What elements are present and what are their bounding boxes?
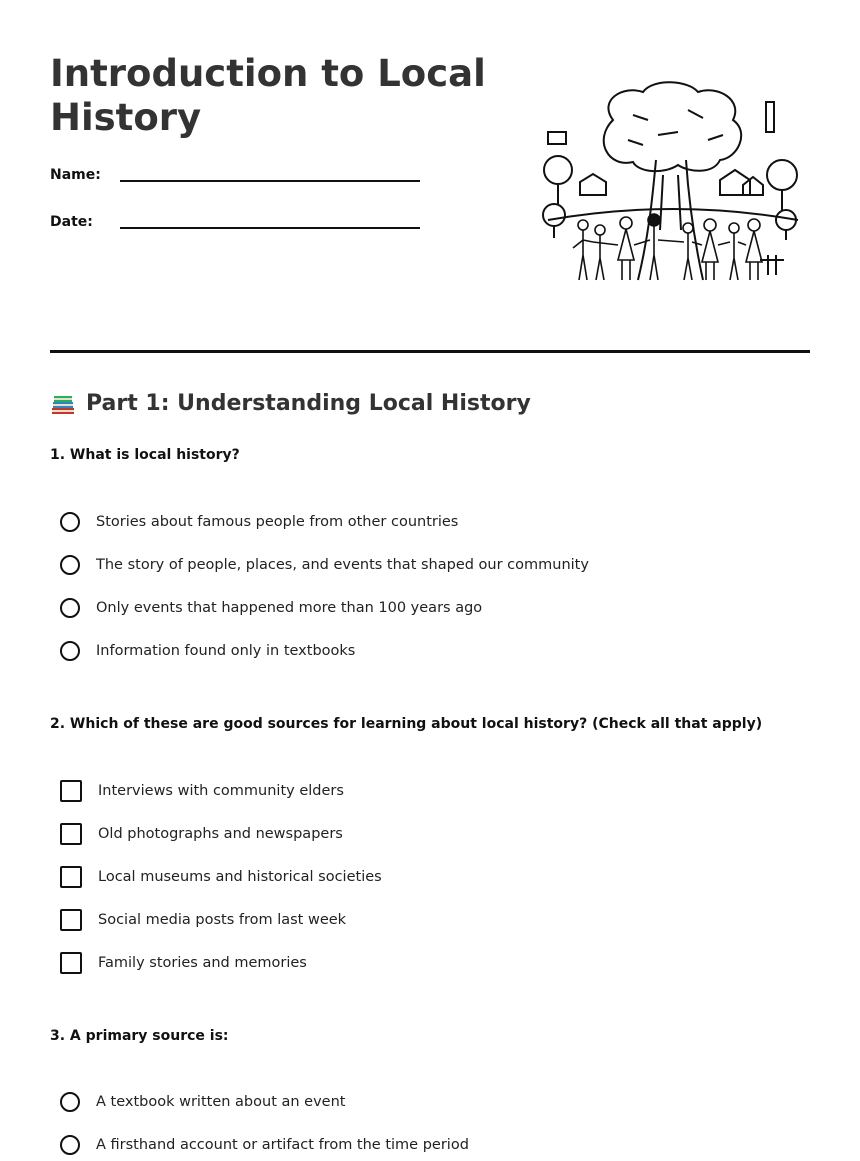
q3-option-1[interactable] [60, 1089, 345, 1115]
option-label: Only events that happened more than 100 years ago [96, 600, 483, 616]
date-line[interactable] [120, 227, 420, 229]
q2-option-2[interactable] [60, 821, 343, 847]
option-label: A textbook written about an event [96, 1094, 346, 1110]
q1-option-3[interactable] [60, 595, 482, 621]
option-label: Local museums and historical societies [98, 869, 382, 885]
option-label: Social media posts from last week [98, 912, 347, 928]
radio-button[interactable] [60, 641, 80, 661]
checkbox[interactable] [60, 866, 82, 888]
checkbox[interactable] [60, 823, 82, 845]
option-label: Old photographs and newspapers [98, 826, 343, 842]
tree-community-icon [538, 80, 808, 290]
checkbox[interactable] [60, 952, 82, 974]
q2-option-3[interactable] [60, 864, 382, 890]
option-label: Stories about famous people from other countries [96, 514, 459, 530]
question-1: 1. What is local history? [50, 447, 240, 463]
option-label: Family stories and memories [98, 955, 307, 971]
option-label: Information found only in textbooks [96, 643, 356, 659]
q1-option-2[interactable] [60, 552, 589, 578]
books-icon [50, 391, 76, 417]
section-heading [50, 390, 531, 418]
worksheet-title: Introduction to Local History [50, 52, 486, 139]
checkbox[interactable] [60, 780, 82, 802]
question-3: 3. A primary source is: [50, 1028, 229, 1044]
q2-option-1[interactable] [60, 778, 344, 804]
name-line[interactable] [120, 180, 420, 182]
section-title: Part 1: Understanding Local History [86, 391, 531, 416]
radio-button[interactable] [60, 598, 80, 618]
q3-option-2[interactable] [60, 1132, 469, 1158]
date-label: Date: [50, 214, 93, 230]
radio-button[interactable] [60, 512, 80, 532]
q2-option-5[interactable] [60, 950, 307, 976]
question-2: 2. Which of these are good sources for learning about local history? (Check all that apply) [50, 716, 763, 732]
option-label: Interviews with community elders [98, 783, 344, 799]
radio-button[interactable] [60, 1135, 80, 1155]
q1-option-1[interactable] [60, 509, 458, 535]
checkbox[interactable] [60, 909, 82, 931]
name-label: Name: [50, 167, 101, 183]
q1-option-4[interactable] [60, 638, 355, 664]
radio-button[interactable] [60, 1092, 80, 1112]
radio-button[interactable] [60, 555, 80, 575]
option-label: The story of people, places, and events that shaped our community [96, 557, 589, 573]
option-label: A firsthand account or artifact from the time period [96, 1137, 469, 1153]
q2-option-4[interactable] [60, 907, 346, 933]
section-divider [50, 350, 810, 353]
